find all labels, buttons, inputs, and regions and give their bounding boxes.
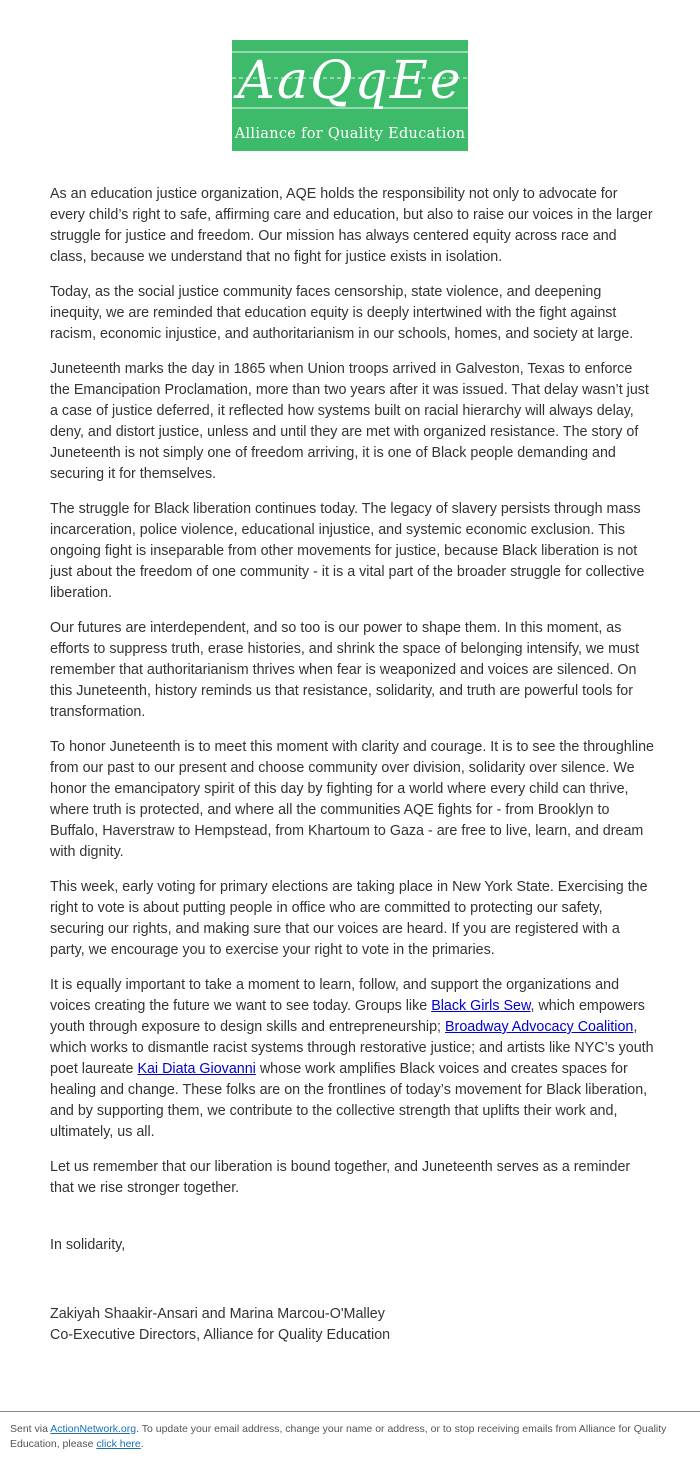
footer-text-2: . To update your email address, change your name or address, or to stop receiving emails from Alliance for Quality Education, please <box>10 1423 667 1450</box>
signature <box>50 1304 654 1346</box>
logo-box <box>232 40 468 151</box>
actionnetwork-link[interactable]: ActionNetwork.org <box>50 1423 137 1435</box>
kai-diata-giovanni-link[interactable]: Kai Diata Giovanni <box>137 1061 256 1077</box>
paragraph-9: Let us remember that our liberation is bound together, and Juneteenth serves as a reminder that we rise stronger together. <box>50 1159 631 1196</box>
paragraph-2: Today, as the social justice community faces censorship, state violence, and deepening inequity, we are reminded that education equity is deeply intertwined with the fight against racism, economic injustice, and authoritarianism in our schools, homes, and society at large. <box>50 284 634 342</box>
logo-letters: AaQqEe <box>237 51 463 111</box>
email-body <box>50 184 654 1213</box>
signature-names: Zakiyah Shaakir-Ansari and Marina Marcou-O'Malley <box>50 1306 385 1322</box>
paragraph-7: This week, early voting for primary elections are taking place in New York State. Exercising the right to vote is about putting people in office who are committed to protecting our safety, securing our rights, and making sure that our voices are heard. If you are registered with a party, we encourage you to exercise your right to vote in the primaries. <box>50 879 648 958</box>
paragraph-8-text-2: , which empowers youth through exposure to design skills and entrepreneurship; <box>50 998 645 1035</box>
paragraph-8-text-1: It is equally important to take a moment to learn, follow, and support the organizations and voices creating the future we want to see today. Groups like <box>50 977 620 1014</box>
logo <box>232 40 468 151</box>
broadway-advocacy-coalition-link[interactable]: Broadway Advocacy Coalition <box>445 1019 634 1035</box>
paragraph-1: As an education justice organization, AQE holds the responsibility not only to advocate for every child’s right to safe, affirming care and education, but also to raise our voices in the larger struggle for justice and freedom. Our mission has always centered equity across race and class, because we understand that no fight for justice exists in isolation. <box>50 186 653 265</box>
footer <box>0 1411 700 1452</box>
paragraph-8-text-4: whose work amplifies Black voices and creates spaces for healing and change. These folks are on the frontlines of today’s movement for Black liberation, and by supporting them, we contribute to the collective strength that uplifts their work and, ultimately, us all. <box>50 1061 648 1140</box>
paragraph-8 <box>50 975 654 1143</box>
paragraph-3: Juneteenth marks the day in 1865 when Union troops arrived in Galveston, Texas to enforce the Emancipation Proclamation, more than two years after it was issued. That delay wasn’t just a case of justice deferred, it reflected how systems built on racial hierarchy will always delay, deny, and distort justice, unless and until they are met with organized resistance. The story of Juneteenth is not simply one of freedom arriving, it is one of Black people demanding and securing it for themselves. <box>50 361 649 482</box>
footer-text-1: Sent via <box>10 1423 51 1435</box>
paragraph-5: Our futures are interdependent, and so too is our power to shape them. In this moment, as efforts to suppress truth, erase histories, and shrink the space of belonging intensify, we must remember that authoritarianism thrives when fear is weaponized and voices are silenced. On this Juneteenth, history reminds us that resistance, solidarity, and truth are powerful tools for transformation. <box>50 620 640 720</box>
paragraph-6: To honor Juneteenth is to meet this moment with clarity and courage. It is to see the throughline from our past to our present and choose community over division, solidarity over silence. We honor the emancipatory spirit of this day by fighting for a world where every child can thrive, where truth is protected, and where all the communities AQE fights for - from Brooklyn to Buffalo, Haverstraw to Hempstead, from Khartoum to Gaza - are free to live, learn, and dream with dignity. <box>50 739 654 860</box>
closing: In solidarity, <box>50 1237 126 1253</box>
black-girls-sew-link[interactable]: Black Girls Sew <box>431 998 531 1014</box>
signature-title: Co-Executive Directors, Alliance for Quality Education <box>50 1327 391 1343</box>
unsubscribe-link[interactable]: click here <box>96 1438 141 1450</box>
paragraph-4: The struggle for Black liberation continues today. The legacy of slavery persists through mass incarceration, police violence, educational injustice, and systemic economic exclusion. This ongoing fight is inseparable from other movements for justice, because Black liberation is not just about the freedom of one community - it is a vital part of the broader struggle for collective liberation. <box>50 501 645 601</box>
logo-subtitle: Alliance for Quality Education <box>234 126 466 142</box>
footer-text-3: . <box>140 1438 144 1450</box>
paragraph-8-text-3: , which works to dismantle racist systems through restorative justice; and artists like NYC’s youth poet laureate <box>50 1019 654 1077</box>
